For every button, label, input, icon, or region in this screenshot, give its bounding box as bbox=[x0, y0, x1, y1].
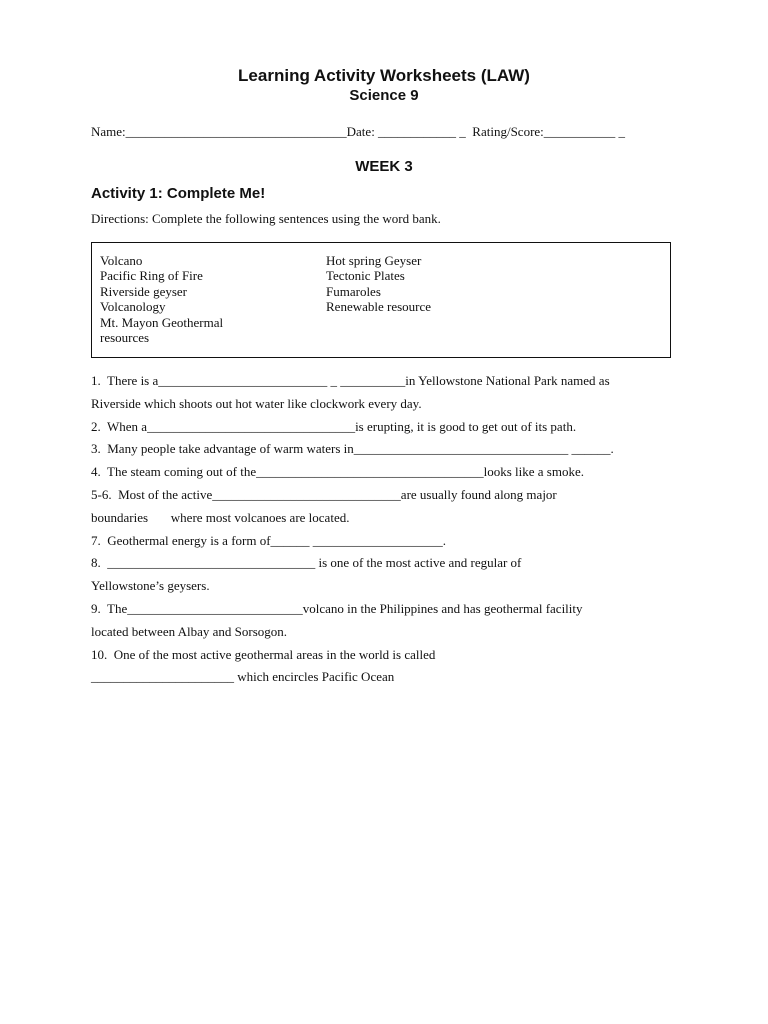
question-line: 8. ________________________________ is one of the most active and regular of bbox=[91, 555, 522, 571]
question-line: 3. Many people take advantage of warm waters in_________________________________ ______. bbox=[91, 441, 614, 457]
worksheet-title: Learning Activity Worksheets (LAW) bbox=[238, 66, 530, 85]
question-line: Yellowstone’s geysers. bbox=[91, 578, 210, 594]
word-bank-left-column bbox=[100, 253, 290, 345]
question-line: 7. Geothermal energy is a form of______ ____________________. bbox=[91, 532, 447, 548]
word-bank-item: Hot spring Geyser bbox=[326, 253, 422, 268]
question-line: 10. One of the most active geothermal areas in the world is called bbox=[91, 646, 436, 662]
activity-title: Activity 1: Complete Me! bbox=[91, 185, 266, 202]
word-bank-item: Fumaroles bbox=[326, 283, 381, 299]
word-bank-item: Pacific Ring of Fire bbox=[100, 268, 203, 284]
word-bank-box bbox=[91, 242, 671, 358]
question-list bbox=[91, 370, 651, 689]
question-line: Riverside which shoots out hot water like clockwork every day. bbox=[91, 395, 422, 411]
student-info-line: Name:__________________________________Date: ____________ _ Rating/Score:___________ _ bbox=[91, 124, 626, 139]
word-bank-item: Riverside geyser bbox=[100, 283, 188, 299]
word-bank-item: Mt. Mayon Geothermal bbox=[100, 314, 224, 330]
word-bank-item: resources bbox=[100, 330, 150, 346]
question-line: located between Albay and Sorsogon. bbox=[91, 623, 288, 639]
word-bank-item: Volcano bbox=[100, 253, 143, 268]
word-bank-item: Volcanology bbox=[100, 299, 166, 315]
question-line: 9. The___________________________volcano in the Philippines and has geothermal facility bbox=[91, 600, 583, 616]
word-bank-right-column bbox=[326, 253, 526, 315]
worksheet-subtitle: Science 9 bbox=[349, 87, 419, 104]
word-bank-item: Renewable resource bbox=[326, 299, 432, 315]
directions-text: Directions: Complete the following sentences using the word bank. bbox=[91, 211, 441, 226]
question-line: ______________________ which encircles Pacific Ocean bbox=[91, 669, 395, 685]
question-line: 5-6. Most of the active_____________________________are usually found along major bbox=[91, 486, 557, 502]
question-line: boundaries where most volcanoes are located. bbox=[91, 509, 350, 525]
question-line: 4. The steam coming out of the___________________________________looks like a smoke. bbox=[91, 464, 584, 480]
question-line: 2. When a________________________________is erupting, it is good to get out of its path. bbox=[91, 418, 577, 434]
week-heading: WEEK 3 bbox=[355, 158, 413, 175]
question-line: 1. There is a__________________________ _ __________in Yellowstone National Park named as bbox=[91, 373, 610, 388]
word-bank-item: Tectonic Plates bbox=[326, 268, 405, 284]
